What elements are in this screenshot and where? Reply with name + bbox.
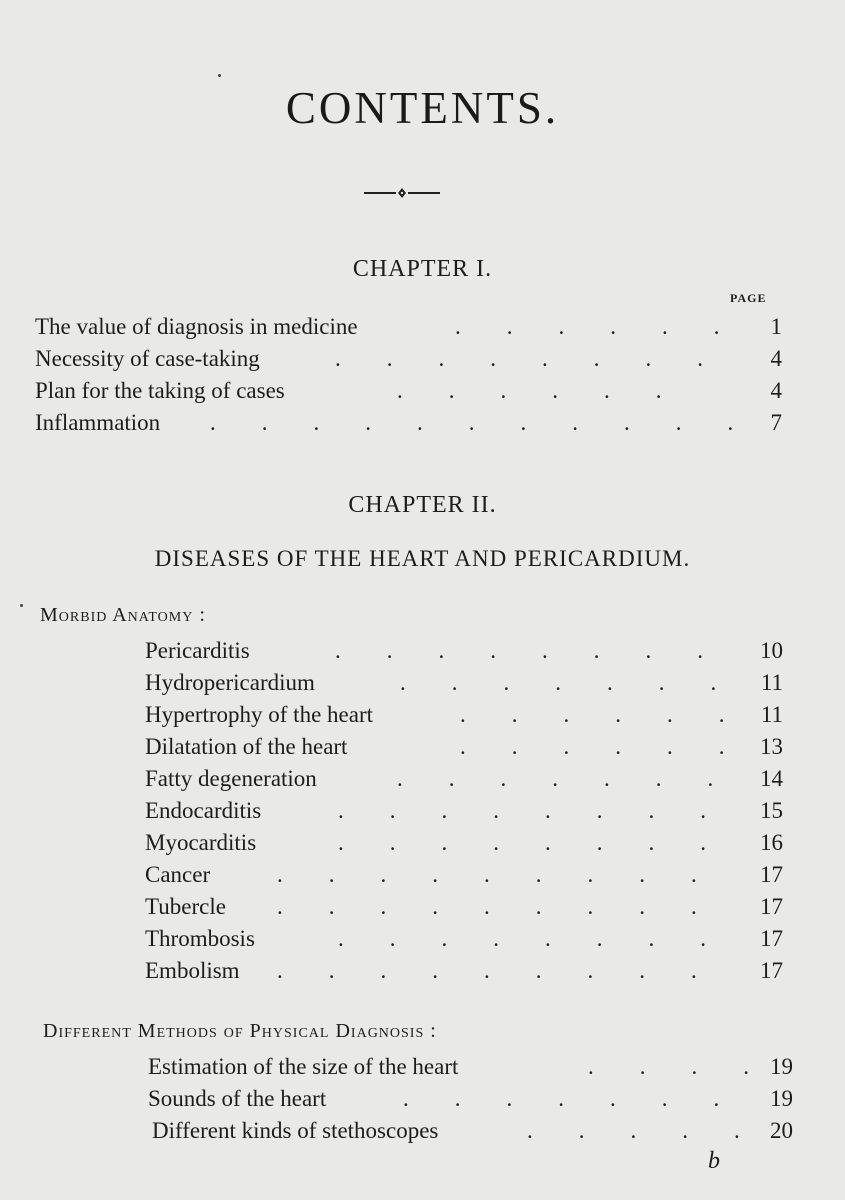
entry-label: Hypertrophy of the heart	[145, 702, 374, 727]
leader-dots: . . . . . . . . .	[277, 862, 697, 887]
entry-label: Tubercle	[145, 894, 226, 919]
leader-dots: . . . . . . . . .	[277, 958, 697, 983]
leader-dots: . . . . . . . .	[335, 638, 703, 663]
entry-label: The value of diagnosis in medicine	[35, 314, 358, 339]
toc-entry	[145, 638, 785, 668]
entry-page: 4	[770, 346, 782, 371]
entry-page: 4	[770, 378, 782, 403]
entry-label: Hydropericardium	[145, 670, 315, 695]
entry-page: 13	[760, 734, 783, 759]
leader-dots: . . . . . .	[397, 378, 662, 403]
chapter-2-subtitle: DISEASES OF THE HEART AND PERICARDIUM.	[154, 546, 691, 571]
chapter-1-heading: CHAPTER I.	[352, 256, 493, 282]
signature-mark: b	[708, 1148, 720, 1174]
entry-label: Inflammation	[35, 410, 161, 435]
toc-entry	[35, 314, 785, 344]
entry-label: Different kinds of stethoscopes	[152, 1118, 439, 1143]
leader-dots: . . . . . . . .	[335, 346, 703, 371]
toc-entry	[145, 670, 785, 700]
toc-entry	[35, 410, 785, 440]
page-title: CONTENTS.	[285, 83, 560, 133]
paper-fleck	[20, 604, 23, 607]
entry-label: Plan for the taking of cases	[35, 378, 285, 403]
leader-dots: . . . . . . . . . . .	[210, 410, 734, 435]
leader-dots: . . . . . . . .	[338, 926, 706, 951]
entry-page: 20	[770, 1118, 793, 1143]
entry-page: 19	[770, 1054, 793, 1079]
toc-entry	[145, 862, 785, 892]
entry-page: 14	[760, 766, 783, 791]
entry-label: Sounds of the heart	[148, 1086, 327, 1111]
entry-page: 11	[760, 670, 783, 695]
entry-label: Myocarditis	[145, 830, 257, 855]
entry-label: Pericarditis	[145, 638, 250, 663]
leader-dots: . . . . . . . .	[338, 798, 706, 823]
entry-page: 11	[760, 702, 783, 727]
entry-label: Cancer	[145, 862, 211, 887]
entry-label: Thrombosis	[145, 926, 255, 951]
entry-page: 1	[770, 314, 782, 339]
entry-label: Necessity of case-taking	[35, 346, 260, 371]
toc-entry	[145, 798, 785, 828]
toc-entry	[148, 1086, 793, 1116]
toc-entry	[145, 894, 785, 924]
group-heading-physical-diagnosis: Different Methods of Physical Diagnosis :	[43, 1020, 437, 1042]
toc-entry	[145, 830, 785, 860]
leader-dots: . . . . . .	[455, 314, 720, 339]
paper-fleck	[218, 74, 221, 77]
toc-entry	[148, 1054, 793, 1084]
toc-entry	[145, 766, 785, 796]
entry-page: 17	[760, 862, 783, 887]
entry-page: 7	[770, 410, 782, 435]
entry-page: 17	[760, 926, 783, 951]
entry-label: Dilatation of the heart	[145, 734, 348, 759]
leader-dots: . . . . . . . . .	[277, 894, 697, 919]
leader-dots: . . . . .	[527, 1118, 740, 1143]
entry-label: Fatty degeneration	[145, 766, 317, 791]
leader-dots: . . . . . .	[460, 702, 725, 727]
entry-page: 17	[760, 894, 783, 919]
entry-page: 15	[760, 798, 783, 823]
leader-dots: . . . . . . .	[400, 670, 717, 695]
page-column-header: PAGE	[730, 291, 767, 305]
toc-entry	[145, 734, 785, 764]
toc-entry	[145, 702, 785, 732]
leader-dots: . . . . . .	[460, 734, 725, 759]
entry-label: Embolism	[145, 958, 240, 983]
entry-page: 17	[760, 958, 783, 983]
leader-dots: . . . . . . . .	[338, 830, 706, 855]
entry-page: 10	[760, 638, 783, 663]
leader-dots: . . . .	[588, 1054, 749, 1079]
entry-page: 19	[770, 1086, 793, 1111]
entry-label: Endocarditis	[145, 798, 262, 823]
toc-entry	[145, 926, 785, 956]
ornament-rule-icon	[362, 186, 442, 200]
toc-entry	[35, 378, 785, 408]
entry-page: 16	[760, 830, 783, 855]
group-heading-morbid-anatomy: Morbid Anatomy :	[40, 604, 206, 626]
chapter-2-heading: CHAPTER II.	[348, 492, 497, 518]
toc-entry	[145, 958, 785, 988]
leader-dots: . . . . . . .	[397, 766, 714, 791]
toc-entry	[35, 346, 785, 376]
toc-entry	[152, 1118, 793, 1148]
entry-label: Estimation of the size of the heart	[148, 1054, 459, 1079]
leader-dots: . . . . . . .	[403, 1086, 720, 1111]
